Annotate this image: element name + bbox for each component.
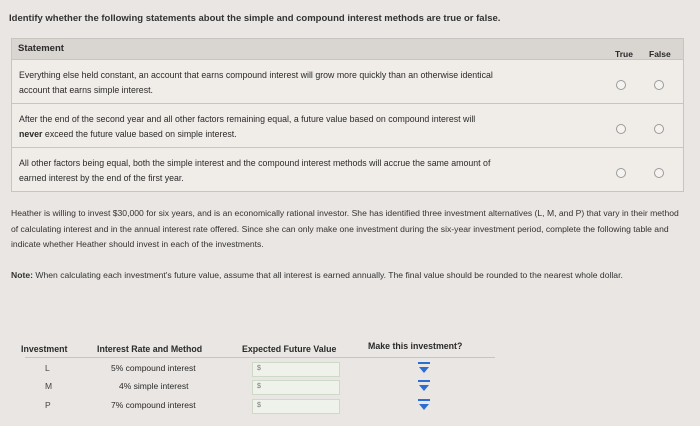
currency-symbol: $ <box>257 402 261 409</box>
statement-row-3 <box>12 147 683 192</box>
investment-row-m <box>15 377 495 394</box>
header-true: True <box>615 49 633 59</box>
investment-name: L <box>45 363 50 373</box>
dropdown-bar-icon <box>418 362 430 364</box>
statement-row-1 <box>12 59 683 103</box>
chevron-down-icon <box>419 367 429 373</box>
statement-line: After the end of the second year and all other factors remaining equal, a future value based on compound interest will <box>19 114 476 124</box>
statement-line: All other factors being equal, both the simple interest and the compound interest methods will accrue the same amount of <box>19 158 491 168</box>
make-investment-dropdown[interactable] <box>417 379 431 393</box>
header-future-value: Expected Future Value <box>242 344 337 354</box>
future-value-input[interactable] <box>252 399 340 414</box>
make-investment-dropdown[interactable] <box>417 361 431 375</box>
statement-text <box>19 156 579 186</box>
statement-line: Everything else held constant, an account that earns compound interest will grow more quickly than an otherwise identical <box>19 70 493 80</box>
currency-symbol: $ <box>257 365 261 372</box>
true-radio[interactable] <box>616 124 626 134</box>
header-make-investment: Make this investment? <box>368 341 463 351</box>
investment-name: M <box>45 381 53 391</box>
table-header <box>12 38 683 59</box>
false-radio[interactable] <box>654 124 664 134</box>
statement-emphasis: never <box>19 129 43 139</box>
investment-row-l <box>15 359 495 376</box>
header-divider <box>25 357 495 358</box>
chevron-down-icon <box>419 404 429 410</box>
header-false: False <box>649 49 671 59</box>
header-statement: Statement <box>18 43 64 54</box>
statement-row-2 <box>12 103 683 147</box>
future-value-input[interactable] <box>252 380 340 395</box>
true-radio[interactable] <box>616 168 626 178</box>
false-radio[interactable] <box>654 168 664 178</box>
dropdown-bar-icon <box>418 380 430 382</box>
note-paragraph <box>11 268 681 284</box>
make-investment-dropdown[interactable] <box>417 398 431 412</box>
true-false-table <box>11 38 684 192</box>
statement-line: exceed the future value based on simple interest. <box>42 129 237 139</box>
statement-line: account that earns simple interest. <box>19 85 153 95</box>
false-radio[interactable] <box>654 80 664 90</box>
investment-row-p <box>15 396 495 413</box>
instructions-text: Identify whether the following statements about the simple and compound interest methods are true or false. <box>9 13 501 24</box>
chevron-down-icon <box>419 385 429 391</box>
interest-rate-method: 4% simple interest <box>119 381 189 391</box>
statement-text <box>19 68 579 98</box>
dropdown-bar-icon <box>418 399 430 401</box>
header-rate-method: Interest Rate and Method <box>97 344 203 354</box>
statement-text <box>19 112 579 142</box>
interest-rate-method: 5% compound interest <box>111 363 196 373</box>
true-radio[interactable] <box>616 80 626 90</box>
scenario-paragraph: Heather is willing to invest $30,000 for six years, and is an economically rational investor. She has identified three investment alternatives (L, M, and P) that vary in their method of calculating interest and in the annual interest rate offered. Since she can only make one investment during the six-year investment period, complete the following table and indicate whether Heather should invest in each of the investments. <box>11 208 679 249</box>
statement-line: earned interest by the end of the first year. <box>19 173 184 183</box>
investment-name: P <box>45 400 51 410</box>
currency-symbol: $ <box>257 383 261 390</box>
future-value-input[interactable] <box>252 362 340 377</box>
note-text: When calculating each investment's future value, assume that all interest is earned annually. The final value should be rounded to the nearest whole dollar. <box>32 270 623 280</box>
header-investment: Investment <box>21 344 68 354</box>
interest-rate-method: 7% compound interest <box>111 400 196 410</box>
note-label: Note: <box>11 270 33 280</box>
